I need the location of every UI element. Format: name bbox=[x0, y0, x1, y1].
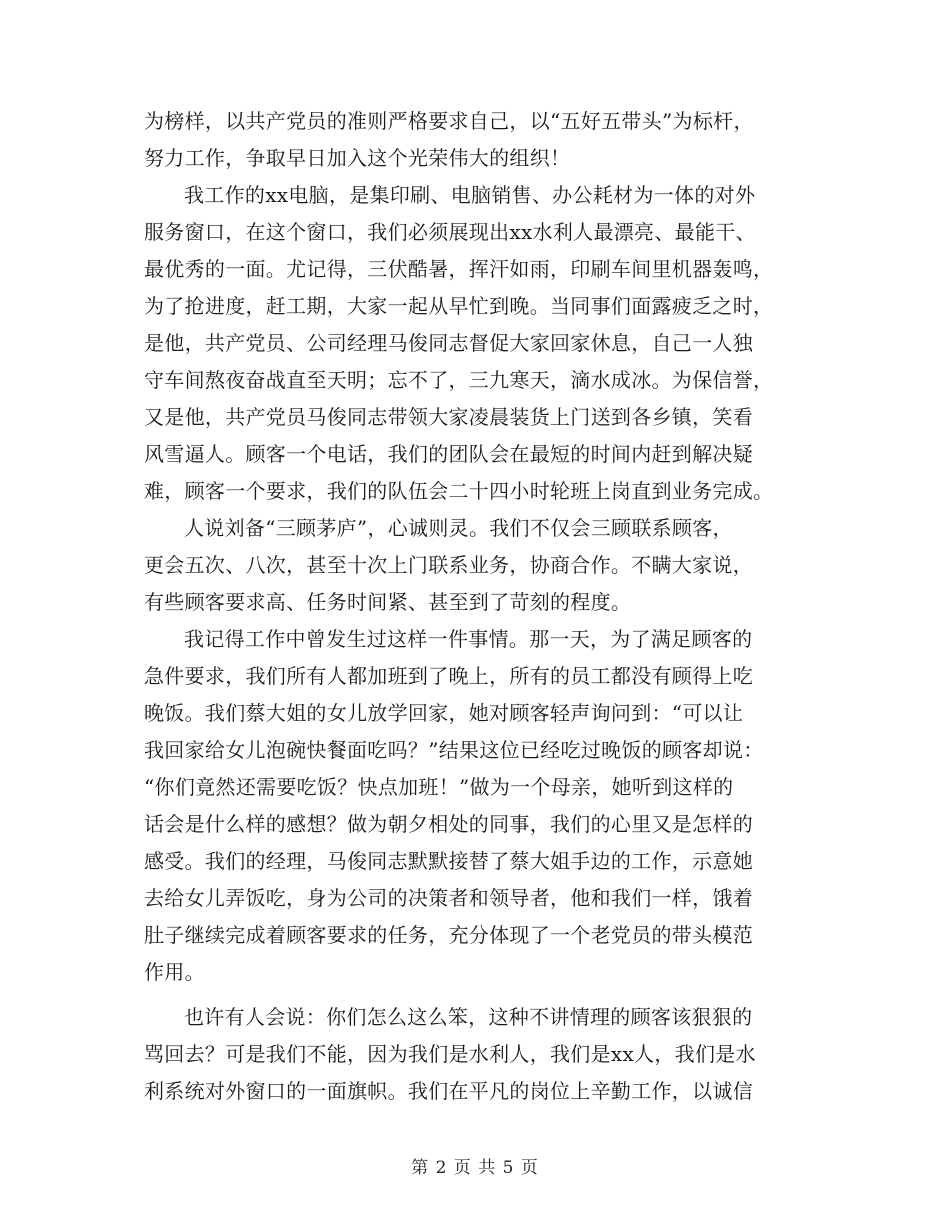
text-line: 为榜样，以共产党员的准则严格要求自己，以“五好五带头”为标杆， bbox=[144, 109, 754, 133]
text-line: 感受。我们的经理，马俊同志默默接替了蔡大姐手边的工作，示意她 bbox=[144, 849, 753, 873]
text-line: 也许有人会说：你们怎么这么笨，这种不讲情理的顾客该狠狠的 bbox=[184, 1005, 753, 1029]
text-line: 努力工作，争取早日加入这个光荣伟大的组织！ bbox=[144, 146, 571, 170]
paragraph-4 bbox=[144, 621, 806, 991]
text-line: 去给女儿弄饭吃，身为公司的决策者和领导者，他和我们一样，饿着 bbox=[144, 886, 753, 910]
text-line: 利系统对外窗口的一面旗帜。我们在平凡的岗位上辛勤工作，以诚信 bbox=[144, 1079, 753, 1103]
text-line: 难，顾客一个要求，我们的队伍会二十四小时轮班上岗直到业务完成。 bbox=[144, 479, 774, 503]
text-line: 作用。 bbox=[144, 960, 205, 984]
text-line: 我工作的xx电脑，是集印刷、电脑销售、办公耗材为一体的对外 bbox=[184, 183, 756, 207]
paragraph-2 bbox=[144, 177, 806, 510]
text-line: 晚饭。我们蔡大姐的女儿放学回家，她对顾客轻声询问到：“可以让 bbox=[144, 701, 744, 725]
document-body bbox=[144, 103, 806, 1110]
text-line: 又是他，共产党员马俊同志带领大家凌晨装货上门送到各乡镇，笑看 bbox=[144, 405, 753, 429]
paragraph-3 bbox=[144, 510, 806, 621]
text-line: 我回家给女儿泡碗快餐面吃吗？”结果这位已经吃过晚饭的顾客却说： bbox=[144, 738, 764, 762]
text-line: 最优秀的一面。尤记得，三伏酷暑，挥汗如雨，印刷车间里机器轰鸣， bbox=[144, 257, 774, 281]
page-number-footer: 第 2 页 共 5 页 bbox=[411, 1158, 539, 1178]
text-line: 守车间熬夜奋战直至天明；忘不了，三九寒天，滴水成冰。为保信誉， bbox=[144, 368, 774, 392]
text-line: 风雪逼人。顾客一个电话，我们的团队会在最短的时间内赶到解决疑 bbox=[144, 442, 753, 466]
text-line: 有些顾客要求高、任务时间紧、甚至到了苛刻的程度。 bbox=[144, 590, 632, 614]
text-line: “你们竟然还需要吃饭？快点加班！”做为一个母亲，她听到这样的 bbox=[144, 775, 734, 799]
text-line: 话会是什么样的感想？做为朝夕相处的同事，我们的心里又是怎样的 bbox=[144, 812, 753, 836]
text-line: 人说刘备“三顾茅庐”，心诚则灵。我们不仅会三顾联系顾客， bbox=[184, 516, 733, 540]
text-line: 是他，共产党员、公司经理马俊同志督促大家回家休息，自己一人独 bbox=[144, 331, 753, 355]
text-line: 更会五次、八次，甚至十次上门联系业务，协商合作。不瞒大家说， bbox=[144, 553, 753, 577]
paragraph-5 bbox=[144, 999, 806, 1110]
paragraph-1 bbox=[144, 103, 806, 177]
text-line: 为了抢进度，赶工期，大家一起从早忙到晚。当同事们面露疲乏之时， bbox=[144, 294, 774, 318]
text-line: 肚子继续完成着顾客要求的任务，充分体现了一个老党员的带头模范 bbox=[144, 923, 753, 947]
text-line: 服务窗口，在这个窗口，我们必须展现出xx水利人最漂亮、最能干、 bbox=[144, 220, 756, 244]
text-line: 急件要求，我们所有人都加班到了晚上，所有的员工都没有顾得上吃 bbox=[144, 664, 753, 688]
text-line: 我记得工作中曾发生过这样一件事情。那一天，为了满足顾客的 bbox=[184, 627, 753, 651]
text-line: 骂回去？可是我们不能，因为我们是水利人，我们是xx人，我们是水 bbox=[144, 1042, 756, 1066]
